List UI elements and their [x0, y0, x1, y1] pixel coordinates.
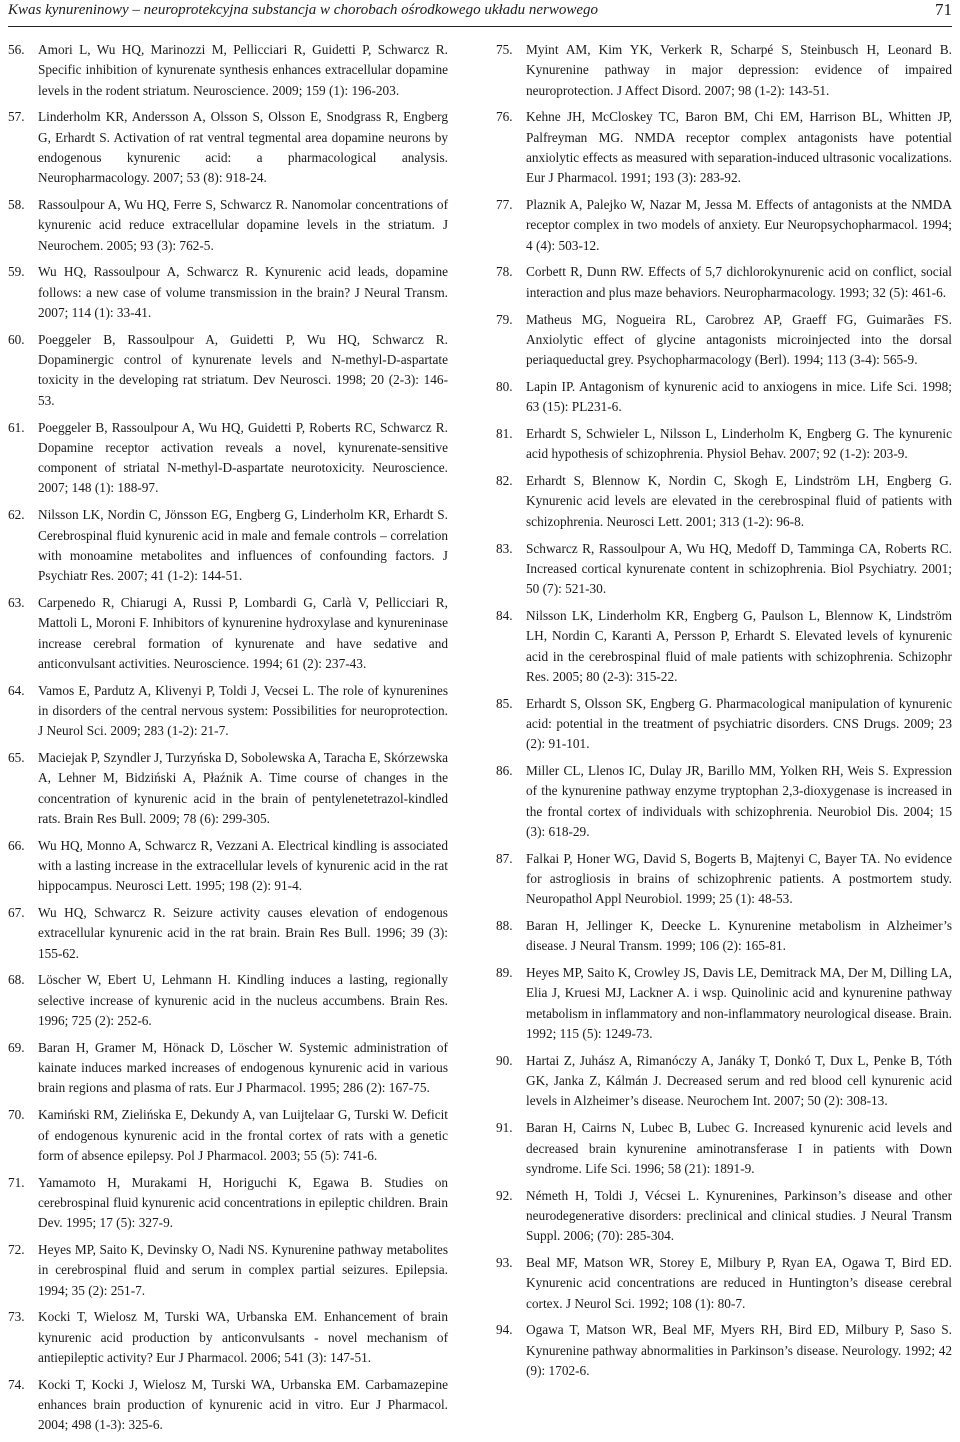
reference-item [496, 539, 952, 600]
reference-item [496, 694, 952, 755]
reference-item [496, 916, 952, 957]
reference-text: Schwarcz R, Rassoulpour A, Wu HQ, Medoff D, Tamminga CA, Roberts RC. Increased cortical kynurenate content in schizophrenia. Biol Psychiatry. 2001; 50 (7): 521-30. [526, 540, 952, 597]
reference-number: 74. [8, 1376, 25, 1392]
reference-text: Yamamoto H, Murakami H, Horiguchi K, Egawa B. Studies on cerebrospinal fluid kynurenic acid concentrations in epileptic children. Brain Dev. 1995; 17 (5): 327-9. [38, 1174, 448, 1231]
reference-item [8, 593, 448, 674]
reference-item [496, 40, 952, 101]
reference-item [8, 970, 448, 1031]
reference-number: 82. [496, 473, 513, 489]
page-number: 71 [935, 0, 952, 19]
reference-item [8, 107, 448, 188]
reference-text: Nilsson LK, Linderholm KR, Engberg G, Paulson L, Blennow K, Lindström LH, Nordin C, Karanti A, Persson P, Erhardt S. Elevated levels of kynurenic acid in the cerebrospinal fluid of male patients with schizophrenia. Schizophr Res. 2005; 80 (2-3): 315-22. [526, 607, 952, 684]
reference-number: 56. [8, 42, 25, 57]
reference-text: Lapin IP. Antagonism of kynurenic acid to anxiogens in mice. Life Sci. 1998; 63 (15): PL231-6. [526, 378, 952, 415]
reference-text: Myint AM, Kim YK, Verkerk R, Scharpé S, Steinbusch H, Leonard B. Kynurenine pathway in major depression: evidence of impaired neuroprotection. J Affect Disord. 2007; 98 (1-2): 143-51. [526, 42, 952, 98]
reference-number: 66. [8, 837, 25, 853]
reference-item [496, 107, 952, 188]
reference-text: Baran H, Jellinger K, Deecke L. Kynurenine metabolism in Alzheimer’s disease. J Neural Transm. 1999; 106 (2): 165-81. [526, 918, 952, 954]
reference-item [8, 681, 448, 742]
reference-item [8, 1038, 448, 1099]
reference-item [496, 963, 952, 1044]
reference-item [8, 748, 448, 829]
reference-text: Carpenedo R, Chiarugi A, Russi P, Lombardi G, Carlà V, Pellicciari R, Mattoli L, Moroni F. Inhibitors of kynurenine hydroxylase and kynureninase increase cerebral formation of kynurenate and have sedative and anticonvulsant activities. Neuroscience. 1994; 61 (2): 237-43. [38, 594, 448, 671]
reference-text: Wu HQ, Schwarcz R. Seizure activity causes elevation of endogenous extracellular kynurenic acid in the rat brain. Brain Res Bull. 1996; 39 (3): 155-62. [38, 905, 448, 961]
reference-item [8, 505, 448, 586]
running-title: Kwas kynureninowy – neuroprotekcyjna substancja w chorobach ośrodkowego układu nerwowego [8, 2, 599, 18]
reference-item [8, 330, 448, 411]
reference-number: 60. [8, 331, 25, 347]
reference-item [8, 262, 448, 323]
reference-item [496, 424, 952, 465]
reference-item [8, 195, 448, 256]
reference-text: Miller CL, Llenos IC, Dulay JR, Barillo MM, Yolken RH, Weis S. Expression of the kynurenine pathway enzyme tryptophan 2,3-dioxygenase is increased in the frontal cortex of individuals with schizophrenia. Neurobiol Dis. 2004; 15 (3): 618-29. [526, 763, 952, 839]
reference-item [496, 1186, 952, 1247]
reference-item [8, 1307, 448, 1368]
reference-number: 68. [8, 972, 25, 988]
reference-item [8, 836, 448, 897]
reference-text: Vamos E, Pardutz A, Klivenyi P, Toldi J, Vecsei L. The role of kynurenines in disorders of the central nervous system: Possibilities for neuroprotection. J Neurol Sci. 2009; 283 (1-2): 21-7. [38, 682, 448, 739]
reference-number: 64. [8, 682, 25, 698]
reference-item [496, 606, 952, 687]
reference-number: 87. [496, 850, 513, 866]
reference-text: Baran H, Cairns N, Lubec B, Lubec G. Increased kynurenic acid levels and decreased brain kynurenine aminotransferase I in patients with Down syndrome. Life Sci. 1996; 58 (21): 1891-9. [526, 1120, 952, 1176]
reference-item [8, 1105, 448, 1166]
reference-number: 57. [8, 109, 25, 125]
reference-text: Falkai P, Honer WG, David S, Bogerts B, Majtenyi C, Bayer TA. No evidence for astrogliosis in brains of schizophrenic patients. A postmortem study. Neuropathol Appl Neurobiol. 1999; 25 (1): 48-53. [526, 850, 952, 907]
reference-text: Poeggeler B, Rassoulpour A, Wu HQ, Guidetti P, Roberts RC, Schwarcz R. Dopamine receptor activation reveals a novel, kynurenate-sensitive component of striatal N-methyl-D-aspartate neurotoxicity. Neuroscience. 2007; 148 (1): 188-97. [38, 419, 448, 496]
reference-number: 71. [8, 1174, 25, 1190]
reference-text: Amori L, Wu HQ, Marinozzi M, Pellicciari R, Guidetti P, Schwarcz R. Specific inhibition of kynurenate synthesis enhances extracellular dopamine levels in the rodent striatum. Neuroscience. 2009; 159 (1): 196-203. [38, 42, 448, 98]
reference-item [8, 1173, 448, 1234]
reference-number: 61. [8, 419, 25, 435]
reference-number: 59. [8, 264, 25, 280]
reference-number: 78. [496, 264, 513, 280]
reference-number: 69. [8, 1039, 25, 1055]
reference-text: Corbett R, Dunn RW. Effects of 5,7 dichlorokynurenic acid on conflict, social interaction and plus maze behaviors. Neuropharmacology. 1993; 32 (5): 461-6. [526, 264, 952, 300]
reference-item [8, 418, 448, 499]
reference-number: 70. [8, 1107, 25, 1123]
reference-text: Kocki T, Kocki J, Wielosz M, Turski WA, Urbanska EM. Carbamazepine enhances brain production of kynurenic acid in vitro. Eur J Pharmacol. 2004; 498 (1-3): 325-6. [38, 1376, 448, 1433]
reference-text: Linderholm KR, Andersson A, Olsson S, Olsson E, Snodgrass R, Engberg G, Erhardt S. Activation of rat ventral tegmental area dopamine neurons by endogenous kynurenic acid: a pharmacological analysis. Neuropharmacology. 2007; 53 (8): 918-24. [38, 109, 448, 186]
reference-text: Erhardt S, Blennow K, Nordin C, Skogh E, Lindström LH, Engberg G. Kynurenic acid levels are elevated in the cerebrospinal fluid of patients with schizophrenia. Neurosci Lett. 2001; 313 (1-2): 96-8. [526, 473, 952, 529]
reference-number: 67. [8, 905, 25, 921]
reference-text: Kamiński RM, Zielińska E, Dekundy A, van Luijtelaar G, Turski W. Deficit of endogenous kynurenic acid in the frontal cortex of rats with a genetic form of absence epilepsy. Pol J Pharmacol. 2003; 55 (5): 741-6. [38, 1107, 448, 1163]
reference-text: Maciejak P, Szyndler J, Turzyńska D, Sobolewska A, Taracha E, Skórzewska A, Lehner M, Bidziński A, Płaźnik A. Time course of changes in the concentration of kynurenic acid in the brain of pentylenetetrazol-kindled rats. Brain Res Bull. 2009; 78 (6): 299-305. [38, 750, 448, 826]
reference-number: 85. [496, 695, 513, 711]
reference-number: 77. [496, 197, 513, 213]
reference-number: 83. [496, 540, 513, 556]
reference-text: Beal MF, Matson WR, Storey E, Milbury P, Ryan EA, Ogawa T, Bird ED. Kynurenic acid concentrations are reduced in Huntington’s disease cerebral cortex. J Neurol Sci. 1992; 108 (1): 80-7. [526, 1255, 952, 1311]
reference-number: 80. [496, 378, 513, 394]
right-reference-column [496, 40, 952, 1388]
reference-number: 84. [496, 607, 513, 623]
reference-item [8, 1375, 448, 1436]
reference-item [496, 1253, 952, 1314]
reference-number: 91. [496, 1120, 513, 1136]
reference-item [496, 849, 952, 910]
reference-item [8, 1240, 448, 1301]
reference-text: Nilsson LK, Nordin C, Jönsson EG, Engberg G, Linderholm KR, Erhardt S. Cerebrospinal fluid kynurenic acid in male and female controls – correlation with monoamine metabolites and influences of confounding factors. J Psychiatr Res. 2007; 41 (1-2): 144-51. [38, 507, 448, 584]
reference-text: Poeggeler B, Rassoulpour A, Guidetti P, Wu HQ, Schwarcz R. Dopaminergic control of kynurenate levels and N-methyl-D-aspartate toxicity in the developing rat striatum. Dev Neurosci. 1998; 20 (2-3): 146-53. [38, 331, 448, 408]
reference-text: Wu HQ, Monno A, Schwarcz R, Vezzani A. Electrical kindling is associated with a lasting increase in the extracellular levels of kynurenic acid in the rat hippocampus. Neurosci Lett. 1995; 198 (2): 91-4. [38, 837, 448, 894]
reference-text: Erhardt S, Schwieler L, Nilsson L, Linderholm K, Engberg G. The kynurenic acid hypothesis of schizophrenia. Physiol Behav. 2007; 92 (1-2): 203-9. [526, 426, 952, 462]
reference-text: Rassoulpour A, Wu HQ, Ferre S, Schwarcz R. Nanomolar concentrations of kynurenic acid reduce extracellular dopamine levels in the striatum. J Neurochem. 2005; 93 (3): 762-5. [38, 197, 448, 253]
reference-item [496, 1118, 952, 1179]
reference-number: 94. [496, 1322, 513, 1338]
reference-item [496, 195, 952, 256]
reference-text: Baran H, Gramer M, Hönack D, Löscher W. Systemic administration of kainate induces marked increases of endogenous kynurenic acid in various brain regions and plasma of rats. Eur J Pharmacol. 1995; 286 (2): 167-75. [38, 1039, 448, 1096]
reference-number: 88. [496, 918, 513, 934]
reference-item [496, 1051, 952, 1112]
reference-number: 92. [496, 1187, 513, 1203]
reference-text: Hartai Z, Juhász A, Rimanóczy A, Janáky T, Donkó T, Dux L, Penke B, Tóth GK, Janka Z, Kálmán J. Decreased serum and red blood cell kynurenic acid levels in Alzheimer’s disease. Neurochem Int. 2007; 50 (2): 308-13. [526, 1052, 952, 1109]
reference-number: 90. [496, 1052, 513, 1068]
reference-number: 63. [8, 594, 25, 610]
reference-item [8, 903, 448, 964]
reference-text: Matheus MG, Nogueira RL, Carobrez AP, Graeff FG, Guimarães FS. Anxiolytic effect of glycine antagonists microinjected into the dorsal periaqueductal grey. Psychopharmacology (Berl). 1994; 113 (3-4): 565-9. [526, 311, 952, 368]
reference-number: 89. [496, 965, 513, 981]
reference-item [496, 471, 952, 532]
reference-number: 65. [8, 750, 25, 765]
reference-number: 81. [496, 426, 513, 442]
reference-text: Wu HQ, Rassoulpour A, Schwarcz R. Kynurenic acid leads, dopamine follows: a new case of volume transmission in the brain? J Neural Transm. 2007; 114 (1): 33-41. [38, 264, 448, 321]
reference-number: 62. [8, 507, 25, 523]
reference-number: 79. [496, 311, 513, 327]
reference-item [8, 40, 448, 101]
reference-item [496, 1320, 952, 1381]
reference-text: Kehne JH, McCloskey TC, Baron BM, Chi EM, Harrison BL, Whitten JP, Palfreyman MG. NMDA receptor complex antagonists have potential anxiolytic effects as measured with separation-induced ultrasonic vocalizations. Eur J Pharmacol. 1991; 193 (3): 283-92. [526, 109, 952, 186]
reference-number: 58. [8, 197, 25, 213]
left-reference-column [8, 40, 448, 1442]
reference-item [496, 761, 952, 842]
reference-item [496, 262, 952, 303]
reference-text: Németh H, Toldi J, Vécsei L. Kynurenines, Parkinson’s disease and other neurodegenerative disorders: preclinical and clinical studies. J Neural Transm Suppl. 2006; (70): 285-304. [526, 1187, 952, 1244]
reference-number: 75. [496, 42, 513, 57]
reference-item [496, 377, 952, 418]
reference-text: Heyes MP, Saito K, Crowley JS, Davis LE, Demitrack MA, Der M, Dilling LA, Elia J, Kruesi MJ, Lackner A. i wsp. Quinolinic acid and kynurenine pathway metabolism in inflammatory and non-inflammatory neurological disease. Brain. 1992; 115 (5): 1249-73. [526, 965, 952, 1042]
reference-number: 93. [496, 1255, 513, 1271]
reference-text: Plaznik A, Palejko W, Nazar M, Jessa M. Effects of antagonists at the NMDA receptor complex in two models of anxiety. Eur Neuropsychopharmacol. 1994; 4 (4): 503-12. [526, 197, 952, 253]
reference-text: Löscher W, Ebert U, Lehmann H. Kindling induces a lasting, regionally selective increase of kynurenic acid in the nucleus accumbens. Brain Res. 1996; 725 (2): 252-6. [38, 972, 448, 1029]
reference-text: Ogawa T, Matson WR, Beal MF, Myers RH, Bird ED, Milbury P, Saso S. Kynurenine pathway abnormalities in Parkinson’s disease. Neurology. 1992; 42 (9): 1702-6. [526, 1322, 952, 1379]
reference-text: Heyes MP, Saito K, Devinsky O, Nadi NS. Kynurenine pathway metabolites in cerebrospinal fluid and serum in complex partial seizures. Epilepsia. 1994; 35 (2): 251-7. [38, 1242, 448, 1298]
reference-item [496, 310, 952, 371]
reference-number: 72. [8, 1242, 25, 1258]
reference-text: Kocki T, Wielosz M, Turski WA, Urbanska EM. Enhancement of brain kynurenic acid production by anticonvulsants - novel mechanism of antiepileptic activity? Eur J Pharmacol. 2006; 541 (3): 147-51. [38, 1309, 448, 1366]
reference-number: 73. [8, 1309, 25, 1325]
reference-number: 76. [496, 109, 513, 125]
reference-number: 86. [496, 763, 513, 778]
reference-text: Erhardt S, Olsson SK, Engberg G. Pharmacological manipulation of kynurenic acid: potential in the treatment of psychiatric disorders. CNS Drugs. 2009; 23 (2): 91-101. [526, 695, 952, 752]
running-header [8, 0, 952, 27]
